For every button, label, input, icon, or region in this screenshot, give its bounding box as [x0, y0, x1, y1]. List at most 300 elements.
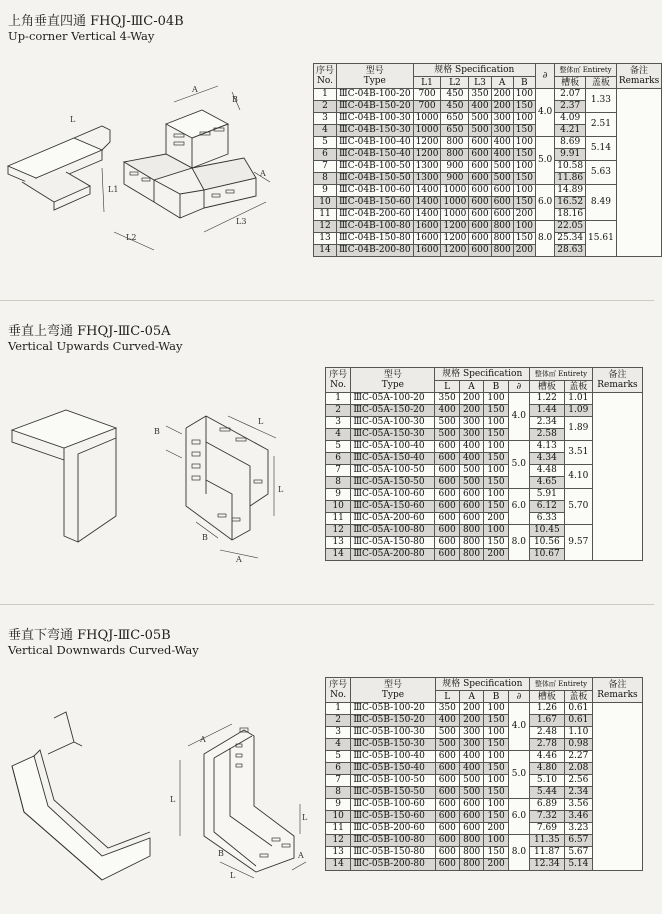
row-slot: 2.07 [555, 89, 586, 101]
section-title-cn: 上角垂直四通 FHQJ-ⅢC-04B [8, 14, 184, 29]
row-slot: 7.32 [530, 811, 565, 823]
row-dim: 400 [459, 453, 483, 465]
dim-label: L [278, 485, 284, 494]
downwards-curved-diagram [4, 706, 316, 896]
row-dim: 400 [460, 763, 484, 775]
row-dim: 500 [469, 125, 491, 137]
col-l1: L1 [413, 77, 441, 89]
row-dim: 100 [513, 137, 535, 149]
row-number: 10 [326, 811, 351, 823]
row-type: ⅢC-05B-100-40 [351, 751, 435, 763]
dim-label: B [218, 849, 224, 858]
row-cover: 0.61 [564, 715, 592, 727]
row-number: 2 [326, 715, 351, 727]
row-dim: 200 [491, 101, 513, 113]
row-dim: 100 [513, 161, 535, 173]
row-type: ⅢC-05A-150-80 [351, 537, 435, 549]
row-cover: 1.10 [564, 727, 592, 739]
row-dim: 1600 [413, 245, 441, 257]
row-number: 3 [314, 113, 337, 125]
row-dim: 150 [484, 847, 508, 859]
row-number: 13 [314, 233, 337, 245]
row-slot: 7.69 [530, 823, 565, 835]
dim-label: L3 [236, 217, 247, 226]
row-dim: 700 [413, 101, 441, 113]
row-type: ⅢC-05B-150-20 [351, 715, 435, 727]
row-number: 8 [326, 477, 351, 489]
row-number: 12 [326, 525, 351, 537]
row-dim: 150 [484, 501, 508, 513]
row-number: 6 [314, 149, 337, 161]
row-slot: 18.16 [555, 209, 586, 221]
dim-label: L [70, 115, 76, 124]
col-no: 序号 No. [314, 64, 337, 89]
row-number: 7 [314, 161, 337, 173]
row-type: ⅢC-05B-100-20 [351, 703, 435, 715]
row-number: 8 [326, 787, 351, 799]
four-way-diagram [4, 62, 294, 252]
row-type: ⅢC-05A-150-40 [351, 453, 435, 465]
row-dim: 100 [484, 703, 508, 715]
row-dim: 600 [435, 477, 459, 489]
col-cover: 盖板 [586, 77, 617, 89]
row-dim: 800 [459, 537, 483, 549]
row-type: ⅢC-04B-100-60 [337, 185, 414, 197]
row-thickness: 8.0 [535, 221, 554, 257]
row-type: ⅢC-05A-100-60 [351, 489, 435, 501]
row-dim: 150 [484, 453, 508, 465]
row-dim: 600 [460, 823, 484, 835]
row-cover: 5.63 [586, 161, 617, 185]
divider [0, 300, 654, 301]
row-dim: 1000 [413, 113, 441, 125]
row-dim: 400 [460, 751, 484, 763]
row-dim: 600 [460, 811, 484, 823]
row-dim: 100 [484, 751, 508, 763]
row-type: ⅢC-05B-150-50 [351, 787, 435, 799]
row-dim: 600 [469, 197, 491, 209]
row-number: 14 [326, 859, 351, 871]
row-dim: 150 [513, 149, 535, 161]
section-title-en: Vertical Downwards Curved-Way [8, 643, 199, 657]
row-slot: 6.12 [529, 501, 564, 513]
row-number: 6 [326, 453, 351, 465]
row-dim: 300 [459, 417, 483, 429]
row-dim: 100 [484, 835, 508, 847]
row-remarks [616, 89, 661, 257]
row-slot: 4.65 [529, 477, 564, 489]
row-cover: 8.49 [586, 185, 617, 221]
row-slot: 16.52 [555, 197, 586, 209]
row-dim: 500 [435, 417, 459, 429]
row-dim: 600 [460, 799, 484, 811]
dim-label: A [298, 851, 304, 860]
spec-table-05b [325, 677, 643, 871]
row-dim: 1300 [413, 173, 441, 185]
row-number: 11 [326, 823, 351, 835]
row-thickness: 4.0 [508, 703, 529, 751]
row-dim: 400 [459, 441, 483, 453]
row-slot: 4.09 [555, 113, 586, 125]
row-number: 13 [326, 537, 351, 549]
row-dim: 600 [435, 811, 459, 823]
row-dim: 400 [435, 715, 459, 727]
row-number: 2 [314, 101, 337, 113]
row-dim: 600 [435, 549, 459, 561]
row-dim: 650 [441, 125, 469, 137]
row-type: ⅢC-04B-100-80 [337, 221, 414, 233]
row-dim: 600 [491, 209, 513, 221]
row-slot: 22.05 [555, 221, 586, 233]
row-dim: 100 [484, 465, 508, 477]
row-slot: 4.34 [529, 453, 564, 465]
row-type: ⅢC-04B-150-30 [337, 125, 414, 137]
row-dim: 100 [484, 489, 508, 501]
row-number: 1 [326, 703, 351, 715]
row-number: 6 [326, 763, 351, 775]
row-cover: 0.61 [564, 703, 592, 715]
col-type: 型号 Type [351, 678, 435, 703]
table-row [326, 703, 643, 715]
row-dim: 600 [435, 859, 459, 871]
row-dim: 600 [469, 245, 491, 257]
row-dim: 600 [435, 751, 459, 763]
row-dim: 600 [435, 489, 459, 501]
table-row [314, 221, 662, 233]
row-slot: 2.48 [530, 727, 565, 739]
section-title-en: Vertical Upwards Curved-Way [8, 339, 183, 353]
row-dim: 500 [469, 113, 491, 125]
col-cover: 盖板 [564, 691, 592, 703]
row-number: 3 [326, 417, 351, 429]
row-dim: 800 [441, 137, 469, 149]
row-dim: 500 [435, 727, 459, 739]
row-type: ⅢC-05A-100-40 [351, 441, 435, 453]
row-dim: 1600 [413, 233, 441, 245]
row-number: 11 [314, 209, 337, 221]
row-dim: 900 [441, 173, 469, 185]
col-b: B [484, 691, 508, 703]
upwards-curved-diagram [6, 398, 306, 568]
row-dim: 200 [513, 209, 535, 221]
row-cover: 1.01 [564, 393, 592, 405]
row-cover: 3.56 [564, 799, 592, 811]
row-dim: 300 [460, 739, 484, 751]
row-dim: 600 [469, 233, 491, 245]
row-cover: 1.09 [564, 405, 592, 417]
row-number: 7 [326, 465, 351, 477]
row-slot: 2.58 [529, 429, 564, 441]
row-dim: 200 [459, 393, 483, 405]
row-slot: 28.63 [555, 245, 586, 257]
row-dim: 150 [484, 763, 508, 775]
row-dim: 300 [491, 125, 513, 137]
row-number: 7 [326, 775, 351, 787]
row-slot: 10.67 [529, 549, 564, 561]
row-dim: 600 [435, 787, 459, 799]
row-dim: 500 [459, 477, 483, 489]
row-number: 13 [326, 847, 351, 859]
row-dim: 400 [491, 149, 513, 161]
row-dim: 900 [441, 161, 469, 173]
row-slot: 25.34 [555, 233, 586, 245]
row-number: 14 [314, 245, 337, 257]
row-type: ⅢC-05A-200-60 [351, 513, 435, 525]
row-slot: 1.26 [530, 703, 565, 715]
row-type: ⅢC-05A-100-80 [351, 525, 435, 537]
row-slot: 11.35 [530, 835, 565, 847]
row-slot: 14.89 [555, 185, 586, 197]
row-number: 9 [314, 185, 337, 197]
row-dim: 200 [460, 715, 484, 727]
row-dim: 1200 [413, 137, 441, 149]
row-dim: 150 [484, 739, 508, 751]
col-spec: 规格 Specification [435, 678, 529, 691]
row-dim: 150 [484, 811, 508, 823]
row-dim: 300 [459, 429, 483, 441]
row-dim: 600 [435, 501, 459, 513]
row-thickness: 5.0 [508, 751, 529, 799]
col-slot: 槽板 [555, 77, 586, 89]
row-number: 5 [326, 441, 351, 453]
row-slot: 1.44 [529, 405, 564, 417]
row-type: ⅢC-04B-150-20 [337, 101, 414, 113]
row-dim: 600 [469, 209, 491, 221]
row-number: 4 [326, 739, 351, 751]
row-dim: 1200 [441, 245, 469, 257]
row-type: ⅢC-04B-100-40 [337, 137, 414, 149]
dim-label: L1 [108, 185, 119, 194]
col-thickness: ∂ [508, 691, 529, 703]
row-cover: 2.27 [564, 751, 592, 763]
row-dim: 150 [484, 405, 508, 417]
table-row [314, 113, 662, 125]
row-cover: 5.70 [564, 489, 592, 525]
row-dim: 600 [435, 775, 459, 787]
row-type: ⅢC-05B-100-30 [351, 727, 435, 739]
row-dim: 150 [513, 233, 535, 245]
row-cover: 3.46 [564, 811, 592, 823]
row-type: ⅢC-04B-100-30 [337, 113, 414, 125]
row-number: 12 [314, 221, 337, 233]
row-type: ⅢC-05B-200-60 [351, 823, 435, 835]
col-spec: 规格 Specification [435, 368, 530, 381]
row-slot: 4.46 [530, 751, 565, 763]
row-dim: 800 [491, 233, 513, 245]
row-dim: 800 [459, 525, 483, 537]
row-cover: 6.57 [564, 835, 592, 847]
row-dim: 350 [469, 89, 491, 101]
row-number: 5 [326, 751, 351, 763]
row-dim: 500 [460, 787, 484, 799]
dim-label: A [192, 85, 198, 94]
col-l: L [435, 381, 459, 393]
row-dim: 800 [460, 859, 484, 871]
row-type: ⅢC-05A-150-30 [351, 429, 435, 441]
section-title-en: Up-corner Vertical 4-Way [8, 29, 155, 43]
row-dim: 800 [491, 221, 513, 233]
row-type: ⅢC-04B-100-20 [337, 89, 414, 101]
row-dim: 200 [484, 513, 508, 525]
row-dim: 150 [484, 715, 508, 727]
row-type: ⅢC-05B-100-60 [351, 799, 435, 811]
section-title-cn: 垂直下弯通 FHQJ-ⅢC-05B [8, 628, 171, 643]
row-dim: 700 [413, 89, 441, 101]
col-a: A [460, 691, 484, 703]
row-type: ⅢC-05A-100-30 [351, 417, 435, 429]
row-dim: 600 [459, 489, 483, 501]
row-dim: 600 [469, 137, 491, 149]
row-dim: 400 [491, 137, 513, 149]
row-dim: 150 [484, 429, 508, 441]
row-dim: 350 [435, 703, 459, 715]
row-remarks [592, 393, 642, 561]
row-slot: 1.22 [529, 393, 564, 405]
col-entirety: 整体㎡ Entirety [530, 678, 593, 691]
row-dim: 600 [435, 823, 459, 835]
row-dim: 500 [460, 775, 484, 787]
row-slot: 5.10 [530, 775, 565, 787]
col-a: A [491, 77, 513, 89]
row-type: ⅢC-04B-100-50 [337, 161, 414, 173]
row-dim: 300 [491, 113, 513, 125]
row-slot: 4.13 [529, 441, 564, 453]
col-cover: 盖板 [564, 381, 592, 393]
col-remarks: 备注 Remarks [592, 678, 642, 703]
col-b: B [513, 77, 535, 89]
row-number: 9 [326, 799, 351, 811]
row-type: ⅢC-04B-200-80 [337, 245, 414, 257]
row-dim: 100 [484, 441, 508, 453]
row-dim: 800 [491, 245, 513, 257]
row-slot: 2.78 [530, 739, 565, 751]
row-dim: 1600 [413, 221, 441, 233]
dim-label: B [232, 95, 238, 104]
row-thickness: 5.0 [508, 441, 529, 489]
table-row [314, 185, 662, 197]
table-row [314, 137, 662, 149]
row-dim: 1200 [441, 221, 469, 233]
row-number: 2 [326, 405, 351, 417]
row-type: ⅢC-04B-150-50 [337, 173, 414, 185]
row-cover: 9.57 [564, 525, 592, 561]
col-remarks: 备注 Remarks [616, 64, 661, 89]
row-cover: 1.33 [586, 89, 617, 113]
col-a: A [459, 381, 483, 393]
row-slot: 12.34 [530, 859, 565, 871]
row-cover: 5.14 [586, 137, 617, 161]
row-dim: 200 [459, 405, 483, 417]
dim-label: A [236, 555, 242, 564]
dim-label: L [170, 795, 176, 804]
row-dim: 350 [435, 393, 459, 405]
row-dim: 150 [484, 787, 508, 799]
row-slot: 10.56 [529, 537, 564, 549]
row-dim: 800 [441, 149, 469, 161]
row-slot: 5.44 [530, 787, 565, 799]
row-dim: 600 [491, 185, 513, 197]
row-dim: 600 [435, 763, 459, 775]
row-slot: 6.89 [530, 799, 565, 811]
col-b: B [484, 381, 508, 393]
row-type: ⅢC-05A-150-50 [351, 477, 435, 489]
row-number: 4 [326, 429, 351, 441]
row-dim: 400 [469, 101, 491, 113]
row-thickness: 4.0 [508, 393, 529, 441]
row-cover: 2.56 [564, 775, 592, 787]
dim-label: L [230, 871, 236, 880]
row-dim: 100 [484, 417, 508, 429]
section-title-cn: 垂直上弯通 FHQJ-ⅢC-05A [8, 324, 171, 339]
row-cover: 3.23 [564, 823, 592, 835]
row-dim: 800 [459, 549, 483, 561]
table-row [314, 161, 662, 173]
row-type: ⅢC-04B-150-40 [337, 149, 414, 161]
spec-table-05a [325, 367, 643, 561]
col-slot: 槽板 [530, 691, 565, 703]
row-slot: 9.91 [555, 149, 586, 161]
row-dim: 1400 [413, 185, 441, 197]
col-thickness: ∂ [508, 381, 529, 393]
row-slot: 10.58 [555, 161, 586, 173]
row-slot: 5.91 [529, 489, 564, 501]
row-dim: 600 [435, 835, 459, 847]
dim-label: B [202, 533, 208, 542]
row-type: ⅢC-05B-150-40 [351, 763, 435, 775]
row-number: 11 [326, 513, 351, 525]
row-dim: 400 [435, 405, 459, 417]
row-dim: 200 [460, 703, 484, 715]
row-dim: 200 [484, 823, 508, 835]
row-thickness: 6.0 [508, 799, 529, 835]
row-type: ⅢC-05B-150-30 [351, 739, 435, 751]
row-dim: 100 [484, 393, 508, 405]
row-dim: 150 [513, 197, 535, 209]
spec-table-04b [313, 63, 662, 257]
col-l2: L2 [441, 77, 469, 89]
col-type: 型号 Type [351, 368, 435, 393]
row-dim: 200 [513, 245, 535, 257]
row-number: 14 [326, 549, 351, 561]
row-dim: 800 [460, 847, 484, 859]
row-dim: 1000 [413, 125, 441, 137]
row-dim: 1000 [441, 209, 469, 221]
row-thickness: 6.0 [535, 185, 554, 221]
col-spec: 规格 Specification [413, 64, 535, 77]
row-number: 10 [314, 197, 337, 209]
row-dim: 100 [484, 525, 508, 537]
row-dim: 1400 [413, 197, 441, 209]
row-dim: 200 [491, 89, 513, 101]
row-dim: 150 [484, 477, 508, 489]
row-number: 10 [326, 501, 351, 513]
row-dim: 450 [441, 101, 469, 113]
row-dim: 600 [469, 161, 491, 173]
row-dim: 100 [484, 799, 508, 811]
row-dim: 600 [435, 465, 459, 477]
row-type: ⅢC-05A-200-80 [351, 549, 435, 561]
row-dim: 200 [484, 549, 508, 561]
row-cover: 2.51 [586, 113, 617, 137]
row-cover: 5.67 [564, 847, 592, 859]
row-cover: 0.98 [564, 739, 592, 751]
row-number: 3 [326, 727, 351, 739]
row-type: ⅢC-05B-150-80 [351, 847, 435, 859]
row-type: ⅢC-05B-200-80 [351, 859, 435, 871]
row-dim: 300 [460, 727, 484, 739]
row-slot: 11.86 [555, 173, 586, 185]
row-number: 12 [326, 835, 351, 847]
